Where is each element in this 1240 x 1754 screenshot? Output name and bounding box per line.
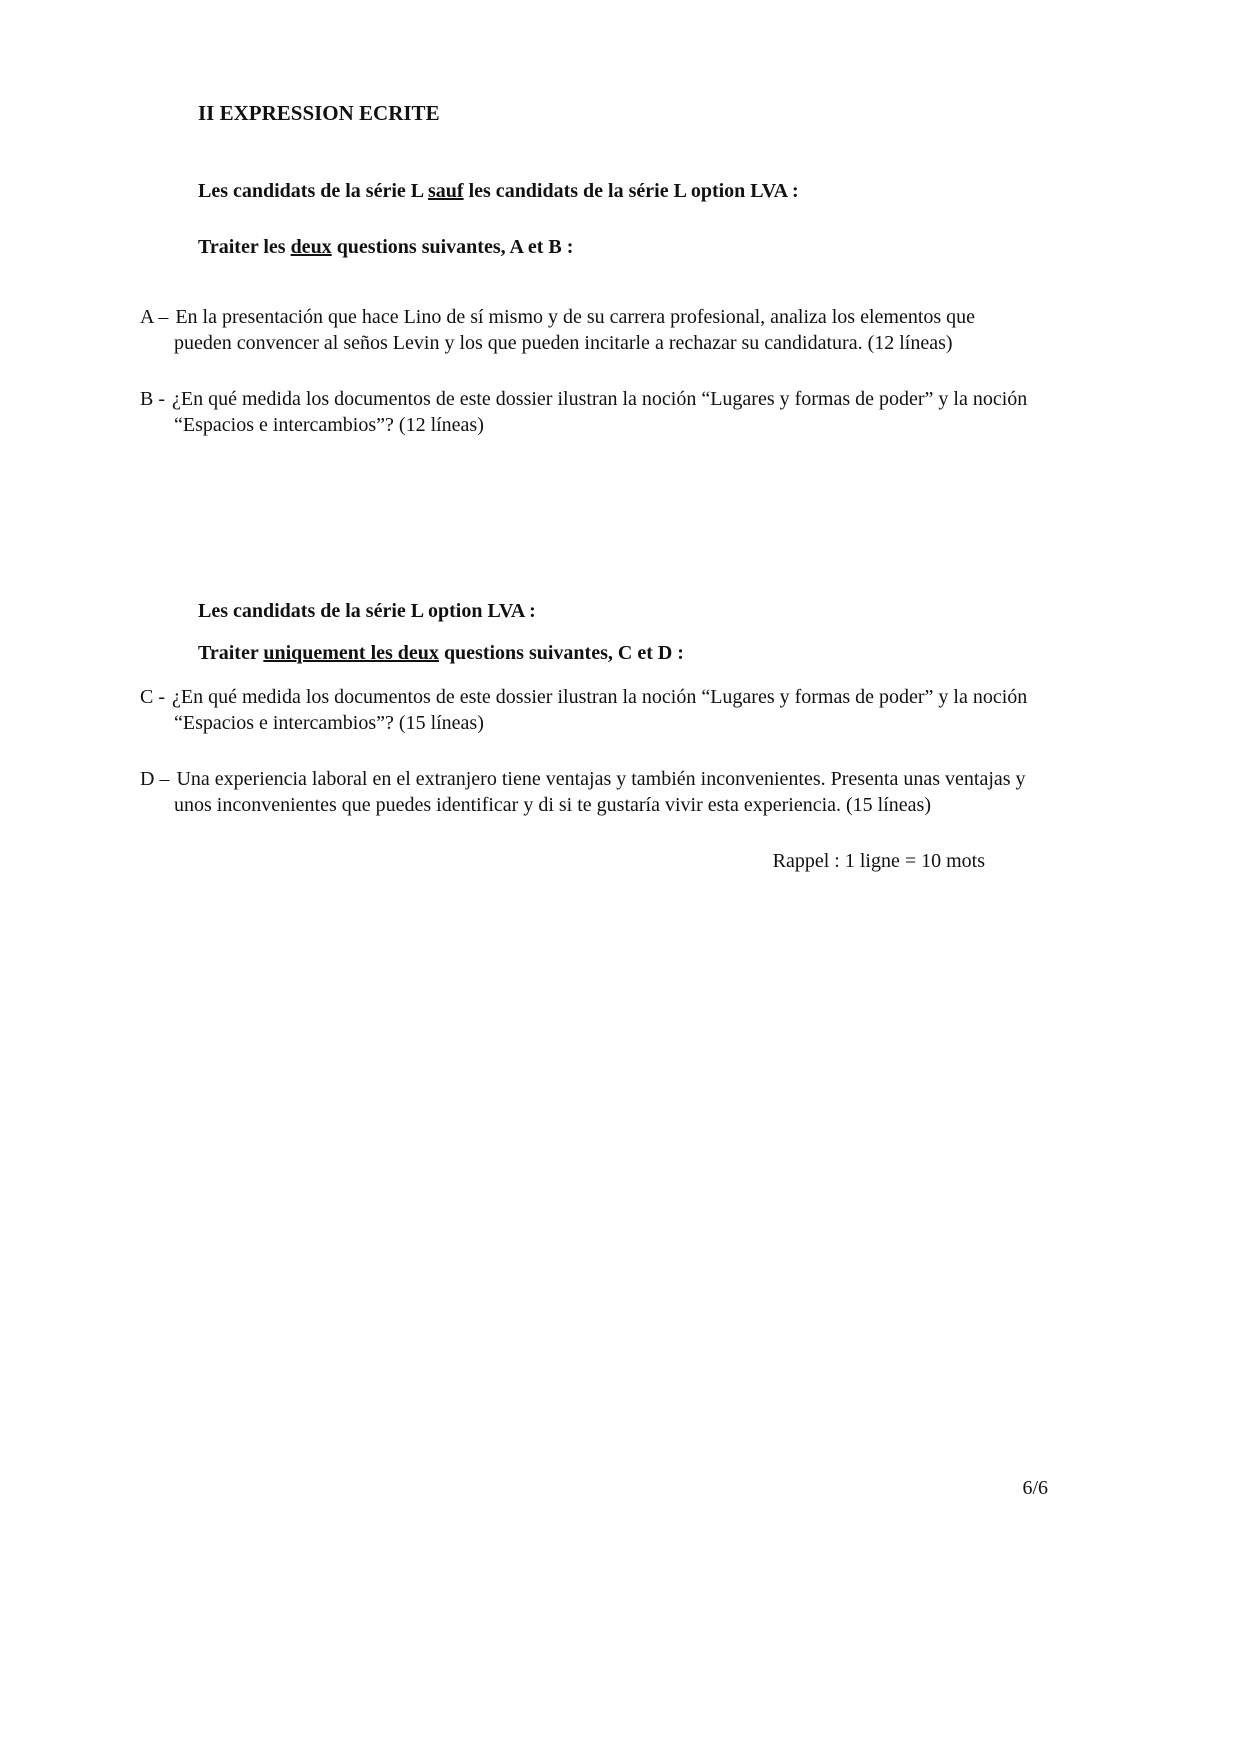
page-number: 6/6: [1022, 1477, 1048, 1499]
question-a-text: En la presentación que hace Lino de sí mismo y de su carrera profesional, analiza los elementos que pueden convencer al seños Levin y los que pueden incitarle a rechazar su candidatura. (12 líneas): [174, 306, 976, 354]
question-b-text: ¿En qué medida los documentos de este dossier ilustran la noción “Lugares y formas de poder” y la noción “Espacios e intercambios”? (12 líneas): [172, 388, 1028, 436]
question-d-label: D –: [140, 768, 170, 790]
question-b: [140, 386, 1035, 438]
group-ab: [140, 178, 1035, 438]
instruction-ab-task: [198, 234, 1035, 260]
group-cd: [140, 598, 1035, 818]
instruction-ab-candidates: [198, 178, 1035, 204]
instruction-ab-task-pre: Traiter les: [198, 236, 291, 258]
page-content: [140, 100, 1035, 874]
instruction-ab-candidates-post: les candidats de la série L option LVA :: [463, 180, 799, 202]
instruction-cd-candidates-pre: Les candidats de la série L option LVA :: [198, 600, 536, 622]
question-b-label: B -: [140, 388, 165, 410]
instruction-cd-task-underlined: uniquement les deux: [263, 642, 439, 664]
question-c-label: C -: [140, 686, 165, 708]
question-a: [140, 304, 1035, 356]
line-count-reminder: Rappel : 1 ligne = 10 mots: [772, 850, 985, 872]
instruction-ab-task-underlined: deux: [290, 236, 332, 258]
question-d: [140, 766, 1035, 818]
instruction-ab-task-post: questions suivantes, A et B :: [331, 236, 574, 258]
instruction-cd-task-pre: Traiter: [198, 642, 264, 664]
instruction-cd-task: [198, 640, 1035, 666]
question-c-text: ¿En qué medida los documentos de este dossier ilustran la noción “Lugares y formas de poder” y la noción “Espacios e intercambios”? (15 líneas): [172, 686, 1028, 734]
section-title: II EXPRESSION ECRITE: [198, 101, 440, 125]
instruction-cd-task-post: questions suivantes, C et D :: [438, 642, 684, 664]
instruction-ab-candidates-underlined: sauf: [428, 180, 464, 202]
instruction-ab-candidates-pre: Les candidats de la série L: [198, 180, 429, 202]
instruction-cd-candidates: [198, 598, 1035, 624]
question-d-text: Una experiencia laboral en el extranjero tiene ventajas y también inconvenientes. Presenta unas ventajas y unos inconvenientes que puedes identificar y di si te gustaría vivir esta experiencia. (15 líneas): [174, 768, 1026, 816]
question-c: [140, 684, 1035, 736]
question-a-label: A –: [140, 306, 169, 328]
